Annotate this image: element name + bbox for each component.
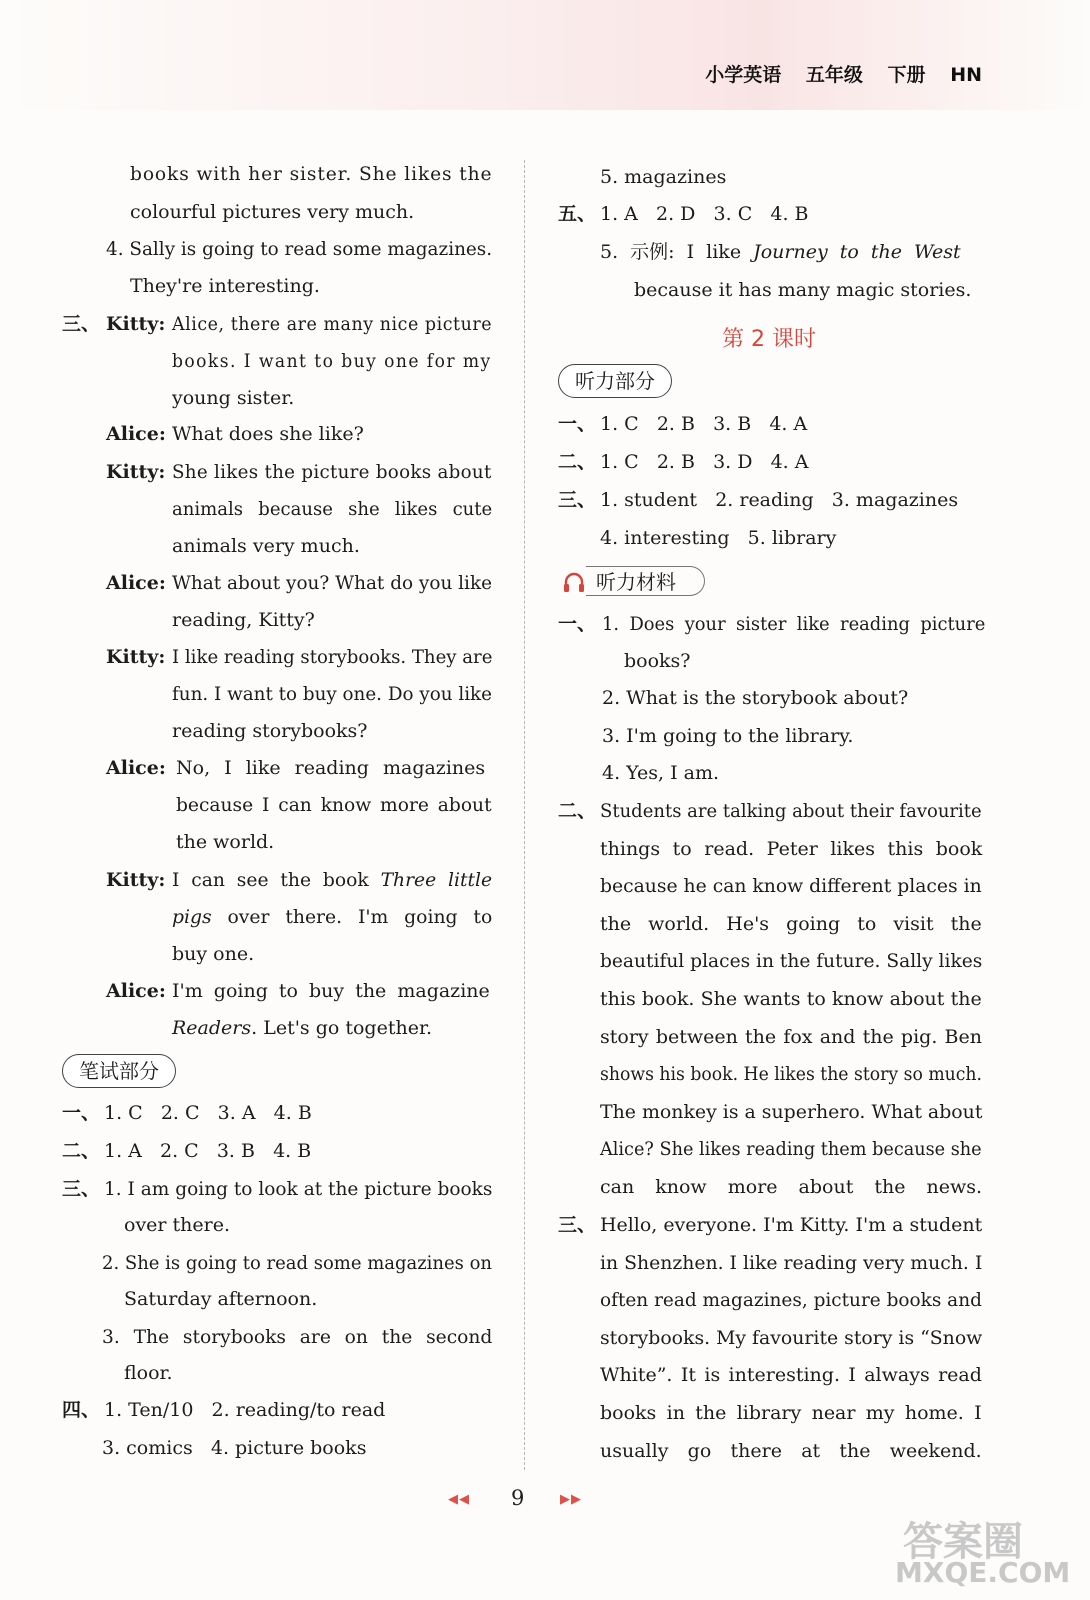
script-line: because he can know different places in <box>600 875 982 898</box>
book-header <box>687 60 982 87</box>
text-line: 4. Sally is going to read some magazines. <box>106 238 493 260</box>
dialogue-line <box>172 905 492 929</box>
script-line: books? <box>624 650 691 672</box>
dialogue-text: over there. I'm going to <box>227 906 493 928</box>
dialogue-line: reading, Kitty? <box>172 609 315 631</box>
written-section-label: 笔试部分 <box>62 1054 176 1088</box>
listening-material-label <box>558 566 708 596</box>
book-title: Journey to the West <box>753 241 961 263</box>
answer-line: 3. comics 4. picture books <box>102 1437 367 1459</box>
script-line: in Shenzhen. I like reading very much. I <box>600 1251 983 1274</box>
script-line: storybooks. My favourite story is “Snow <box>600 1326 983 1349</box>
answer-line: 1. A 2. C 3. B 4. B <box>104 1140 312 1162</box>
dialogue-line: What about you? What do you like <box>172 572 493 594</box>
dialogue-line: Alice, there are many nice picture <box>172 313 493 335</box>
answer-line <box>600 240 961 264</box>
script-line: books in the library near my home. I <box>600 1402 982 1424</box>
answer-line: because it has many magic stories. <box>634 279 972 301</box>
answer-line: over there. <box>124 1214 231 1236</box>
section-mark: 一、 <box>558 413 597 435</box>
dialogue-text: I can see the book <box>172 869 369 891</box>
script-line: The monkey is a superhero. What about <box>600 1100 983 1123</box>
dialogue-line: buy one. <box>172 943 255 965</box>
book-title: pigs <box>172 906 212 928</box>
section-mark: 五、 <box>558 203 597 225</box>
answer-line: 1. student 2. reading 3. magazines <box>600 489 959 511</box>
dialogue-line: animals because she likes cute <box>172 498 493 520</box>
section-mark: 一、 <box>62 1102 101 1124</box>
section-mark: 二、 <box>62 1140 101 1162</box>
answer-line: Saturday afternoon. <box>124 1288 318 1310</box>
lesson-title: 第 2 课时 <box>722 327 816 352</box>
dialogue-line: books. I want to buy one for my <box>172 350 492 372</box>
script-line: can know more about the news. <box>600 1176 983 1198</box>
script-line: story between the fox and the pig. Ben <box>600 1025 982 1048</box>
speaker-kitty: Kitty: <box>106 313 166 335</box>
speaker-alice: Alice: <box>106 572 166 594</box>
section-mark: 二、 <box>558 800 597 822</box>
page-number: 9 <box>511 1486 525 1510</box>
answer-line: 5. magazines <box>600 166 727 188</box>
watermark-text: 答案圈 <box>903 1519 1023 1565</box>
dialogue-line: She likes the picture books about <box>172 461 492 483</box>
dialogue-line: I'm going to buy the magazine <box>172 980 490 1002</box>
answer-line: 4. interesting 5. library <box>600 527 837 549</box>
edition: HN <box>950 64 982 86</box>
listening-section-label: 听力部分 <box>558 364 672 398</box>
script-line: Alice? She likes reading them because she <box>600 1138 982 1161</box>
subject: 小学英语 <box>705 64 782 86</box>
answer-line: 1. A 2. D 3. C 4. B <box>600 203 809 225</box>
dialogue-line: animals very much. <box>172 535 360 557</box>
speaker-alice: Alice: <box>106 980 166 1002</box>
script-line: Students are talking about their favourite <box>600 800 982 822</box>
answer-line: 1. C 2. B 3. B 4. A <box>600 413 808 435</box>
script-line: White”. It is interesting. I always read <box>600 1364 982 1387</box>
script-line: things to read. Peter likes this book <box>600 837 983 860</box>
header-band <box>0 0 1090 110</box>
script-line: shows his book. He likes the story so much. <box>600 1063 983 1086</box>
section-mark: 三、 <box>558 489 597 511</box>
dialogue-line: young sister. <box>172 387 295 409</box>
label-text: 听力材料 <box>596 570 676 594</box>
answer-line: floor. <box>124 1362 173 1384</box>
speaker-alice: Alice: <box>106 423 166 445</box>
answer-line: 1. C 2. C 3. A 4. B <box>104 1102 312 1124</box>
grade: 五年级 <box>805 64 863 86</box>
book-title: Three little <box>380 869 493 891</box>
text-line: books with her sister. She likes the <box>130 163 493 185</box>
section-mark: 一、 <box>558 613 597 635</box>
script-line: 1. Does your sister like reading picture <box>602 613 986 635</box>
speaker-kitty: Kitty: <box>106 869 166 891</box>
speaker-kitty: Kitty: <box>106 646 166 668</box>
script-line: often read magazines, picture books and <box>600 1289 982 1312</box>
label-frame <box>586 566 705 596</box>
script-line: 4. Yes, I am. <box>602 762 720 784</box>
script-line: 3. I'm going to the library. <box>602 725 854 747</box>
headphones-icon <box>562 570 586 594</box>
dialogue-line: fun. I want to buy one. Do you like <box>172 683 492 705</box>
script-line: 2. What is the storybook about? <box>602 687 909 709</box>
text-line: They're interesting. <box>130 275 320 297</box>
next-page-arrows[interactable]: ▶▶ <box>560 1492 582 1507</box>
prev-page-arrows[interactable]: ◀◀ <box>448 1492 470 1507</box>
answer-line: 3. The storybooks are on the second <box>102 1326 493 1348</box>
dialogue-line: the world. <box>176 831 275 853</box>
script-line: this book. She wants to know about the <box>600 988 982 1010</box>
dialogue-line: because I can know more about <box>176 794 492 816</box>
answer-line: 1. I am going to look at the picture books <box>104 1178 493 1200</box>
script-line: usually go there at the weekend. <box>600 1439 982 1462</box>
section-mark: 三、 <box>62 313 101 335</box>
dialogue-line: reading storybooks? <box>172 720 368 742</box>
speaker-kitty: Kitty: <box>106 461 166 483</box>
script-line: Hello, everyone. I'm Kitty. I'm a student <box>600 1214 983 1236</box>
speaker-alice: Alice: <box>106 757 166 779</box>
section-mark: 三、 <box>62 1178 101 1200</box>
answer-line: 2. She is going to read some magazines on <box>102 1252 493 1274</box>
dialogue-line: What does she like? <box>172 423 364 445</box>
watermark-logo <box>895 1510 1071 1590</box>
dialogue-line <box>172 868 492 892</box>
answer-line: 1. C 2. B 3. D 4. A <box>600 451 809 473</box>
section-mark: 四、 <box>62 1399 101 1421</box>
answer-line: 1. Ten/10 2. reading/to read <box>104 1399 386 1421</box>
section-mark: 二、 <box>558 451 597 473</box>
column-divider <box>524 160 525 1470</box>
script-line: the world. He's going to visit the <box>600 912 982 935</box>
text-line: colourful pictures very much. <box>130 201 415 223</box>
script-line: beautiful places in the future. Sally likes <box>600 950 983 973</box>
dialogue-line: No, I like reading magazines <box>176 757 486 779</box>
dialogue-text: . Let's go together. <box>251 1017 432 1039</box>
dialogue-line <box>172 1016 432 1040</box>
section-mark: 三、 <box>558 1214 597 1236</box>
dialogue-line: I like reading storybooks. They are <box>172 646 493 668</box>
volume: 下册 <box>887 64 926 86</box>
magazine-title: Readers <box>172 1017 252 1039</box>
answer-text: 5. 示例: I like <box>600 241 742 263</box>
watermark-url: MXQE.COM <box>895 1556 1071 1589</box>
